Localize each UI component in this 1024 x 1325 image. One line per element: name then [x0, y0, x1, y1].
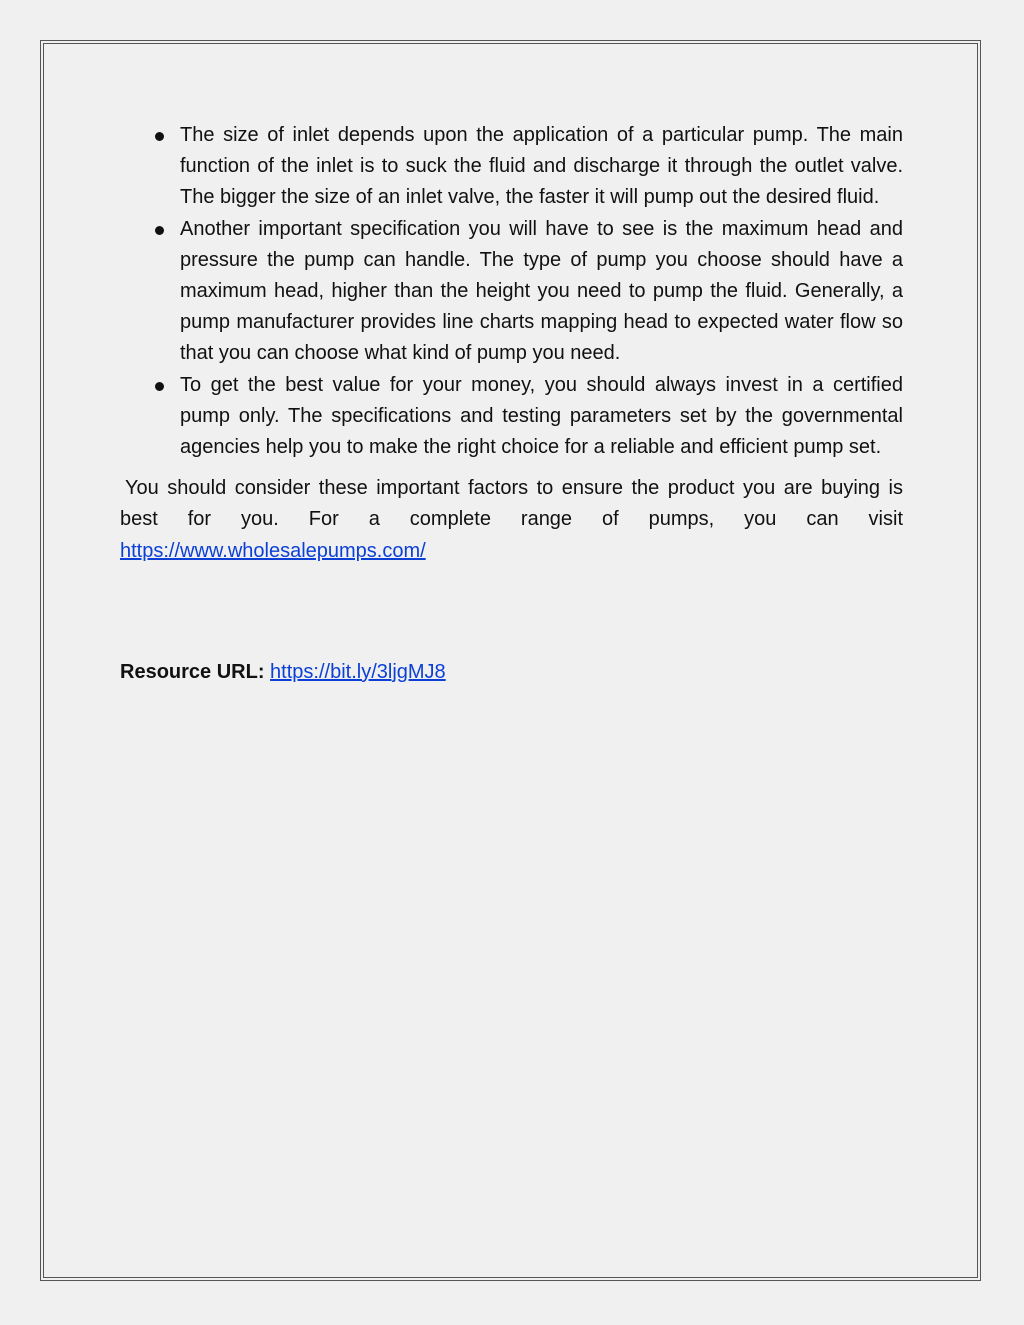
closing-paragraph — [120, 473, 903, 567]
resource-url-link[interactable]: https://bit.ly/3ljgMJ8 — [270, 660, 446, 683]
resource-url-label: Resource URL: — [120, 660, 265, 683]
bullet-text: The size of inlet depends upon the application of a particular pump. The main function of the inlet is to suck the fluid and discharge it through the outlet valve. The bigger the size of an inlet valve, the faster it will pump out the desired fluid. — [180, 124, 903, 209]
bullet-item — [120, 214, 903, 370]
bullet-icon — [155, 132, 164, 141]
bullet-icon — [155, 226, 164, 235]
bullet-item — [120, 120, 903, 214]
bullet-text: To get the best value for your money, you should always invest in a certified pump only. The specifications and testing parameters set by the governmental agencies help you to make the right choice for a reliable and efficient pump set. — [180, 373, 903, 459]
bullet-text: Another important specification you will have to see is the maximum head and pressure the pump can handle. The type of pump you choose should have a maximum head, higher than the height you need to pump the fluid. Generally, a pump manufacturer provides line charts mapping head to expected water flow so that you can choose what kind of pump you need. — [180, 217, 903, 365]
wholesalepumps-link[interactable]: https://www.wholesalepumps.com/ — [120, 539, 426, 562]
bullet-item — [120, 370, 903, 464]
document-body — [120, 120, 903, 708]
bullet-icon — [155, 382, 164, 391]
resource-url-line — [120, 657, 903, 688]
closing-text: You should consider these important factors to ensure the product you are buying is best for you. For a complete range of pumps, you can visit — [120, 477, 903, 531]
bullet-list — [120, 120, 903, 463]
